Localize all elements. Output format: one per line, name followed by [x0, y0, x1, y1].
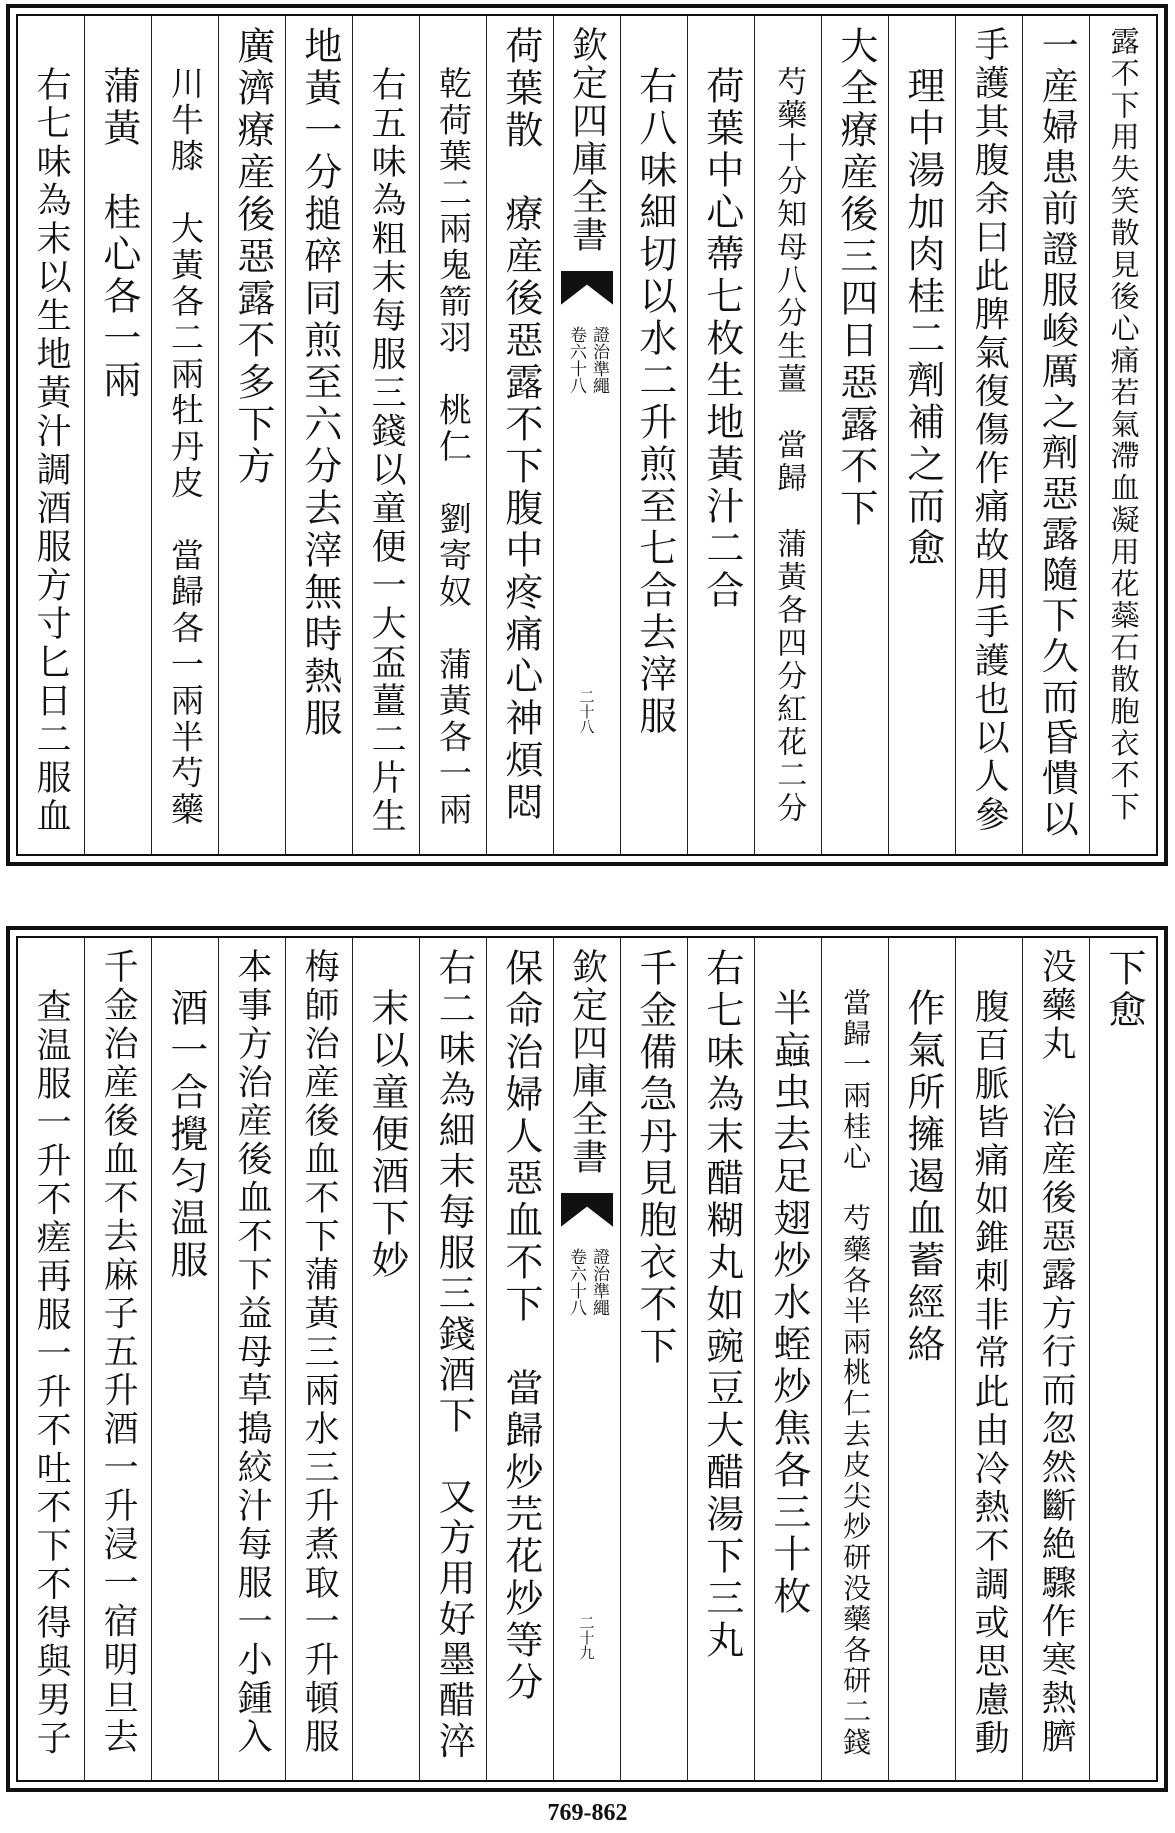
text-column — [352, 16, 419, 854]
text-column — [18, 16, 84, 854]
series-title: 欽定四庫全書 — [566, 948, 608, 1176]
text-column — [754, 16, 821, 854]
column-text: 酒一合攪匀温服 — [163, 988, 208, 1282]
column-text: 右七味為末以生地黃汁調酒服方寸匕日二服血 — [31, 66, 72, 836]
top-page-frame — [16, 14, 1158, 856]
text-column — [84, 938, 151, 1780]
page-code: 769-862 — [547, 1800, 628, 1826]
book-title: 證治準繩 — [589, 326, 609, 394]
text-column — [285, 16, 352, 854]
text-column — [84, 16, 151, 854]
column-text: 没藥丸 治産後惡露方行而忽然斷絶驟作寒熱臍 — [1036, 948, 1077, 1757]
series-title: 欽定四庫全書 — [566, 26, 608, 254]
page-number: 二十八 — [577, 689, 596, 734]
text-column — [18, 938, 84, 1780]
fish-tail-mark — [561, 1193, 614, 1227]
text-column — [620, 16, 687, 854]
text-column — [1022, 938, 1089, 1780]
text-column — [821, 16, 888, 854]
column-text: 手護其腹余曰此脾氣復傷作痛故用手護也以人參 — [969, 26, 1010, 835]
column-text: 查温服一升不瘥再服一升不吐不下不得與男子 — [31, 988, 72, 1758]
page-number: 二十九 — [577, 1615, 596, 1660]
column-text: 露不下用失笑散見後心痛若氣滯血凝用花蘂石散胞衣不下 — [1106, 26, 1141, 824]
column-text: 本事方治産後血不下益母草搗絞汁每服一小鍾入 — [232, 948, 273, 1757]
column-text: 地黃一分搥碎同煎至六分去滓無時熱服 — [297, 26, 342, 740]
text-column — [419, 16, 486, 854]
center-fold — [553, 16, 620, 854]
text-column — [1022, 16, 1089, 854]
column-text: 乾荷葉二兩鬼箭羽 桃仁 劉寄奴 蒲黃各一兩 — [433, 66, 473, 829]
column-text: 荷葉中心蔕七枚生地黃汁二合 — [699, 66, 744, 612]
column-text: 當歸一兩桂心 芍藥各半兩桃仁去皮尖炒研没藥各研二錢 — [839, 988, 873, 1758]
column-text: 梅師治産後血不下蒲黃三兩水三升煮取一升頓服 — [299, 948, 340, 1757]
text-column — [888, 938, 955, 1780]
text-column — [151, 938, 218, 1780]
top-page — [6, 4, 1168, 866]
text-column — [687, 16, 754, 854]
fish-tail-mark — [561, 271, 614, 305]
column-text: 作氣所擁遏血蓄經絡 — [900, 988, 945, 1366]
text-column — [1089, 938, 1156, 1780]
column-text: 千金治産後血不去麻子五升酒一升浸一宿明旦去 — [98, 948, 139, 1757]
text-column — [620, 938, 687, 1780]
column-text: 荷葉散 療産後惡露不下腹中疼痛心神煩悶 — [498, 26, 543, 824]
volume-number: 卷六十八 — [566, 326, 586, 394]
bottom-page-frame — [16, 936, 1158, 1782]
volume-number: 卷六十八 — [566, 1248, 586, 1316]
center-fold — [553, 938, 620, 1780]
top-columns — [18, 16, 1156, 854]
bottom-columns — [18, 938, 1156, 1780]
column-text: 半蝱虫去足翅炒水蛭炒焦各三十枚 — [766, 988, 811, 1618]
column-text: 理中湯加肉桂二劑補之而愈 — [900, 66, 945, 570]
column-text: 芍藥十分知母八分生薑 當歸 蒲黃各四分紅花二分 — [771, 66, 807, 825]
column-text: 千金備急丹見胞衣不下 — [632, 948, 677, 1368]
text-column — [687, 938, 754, 1780]
column-text: 一産婦患前證服峻厲之劑惡露隨下久而昏憒以 — [1035, 26, 1079, 840]
bottom-page — [6, 926, 1168, 1792]
text-column — [352, 938, 419, 1780]
text-column — [218, 938, 285, 1780]
text-column — [151, 16, 218, 854]
text-column — [821, 938, 888, 1780]
column-text: 右八味細切以水二升煎至七合去滓服 — [632, 66, 677, 738]
column-text: 川牛膝 大黃各二兩牡丹皮 當歸各一兩半芍藥 — [165, 66, 205, 829]
column-text: 右二味為細末每服三錢酒下 又方用好墨醋淬 — [432, 948, 476, 1762]
column-text: 右五味為粗末每服三錢以童便一大盃薑二片生 — [366, 66, 407, 836]
text-column — [955, 938, 1022, 1780]
text-column — [285, 938, 352, 1780]
text-column — [754, 938, 821, 1780]
column-text: 下愈 — [1101, 948, 1146, 1032]
text-column — [419, 938, 486, 1780]
column-text: 蒲黃 桂心各一兩 — [96, 66, 141, 402]
column-text: 右七味為末醋糊丸如豌豆大醋湯下三丸 — [699, 948, 744, 1662]
column-text: 廣濟療産後惡露不多下方 — [230, 26, 275, 488]
column-text: 保命治婦人惡血不下 當歸炒芫花炒等分 — [498, 948, 543, 1704]
text-column — [486, 938, 553, 1780]
text-column — [888, 16, 955, 854]
text-column — [1089, 16, 1156, 854]
column-text: 腹百脈皆痛如錐刺非常此由冷熱不調或思慮動 — [969, 988, 1010, 1758]
text-column — [218, 16, 285, 854]
text-column — [955, 16, 1022, 854]
column-text: 大全療産後三四日惡露不下 — [833, 26, 878, 530]
column-text: 末以童便酒下妙 — [364, 988, 409, 1282]
book-title: 證治準繩 — [589, 1248, 609, 1316]
text-column — [486, 16, 553, 854]
